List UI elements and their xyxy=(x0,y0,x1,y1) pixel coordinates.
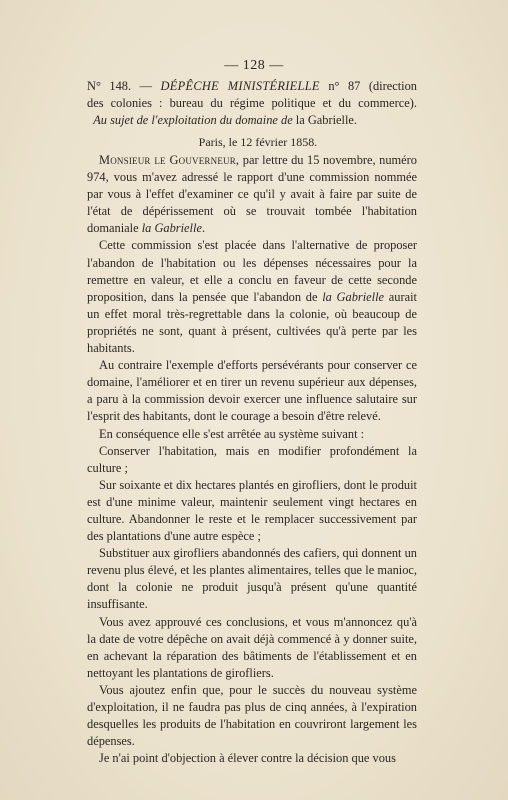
page-number: — 128 — xyxy=(224,58,284,73)
paragraph-1 xyxy=(87,152,417,237)
heading-line-2: des colonies : bureau du régime politique et du commerce). xyxy=(87,96,417,111)
heading-line-1 xyxy=(87,78,417,95)
heading-subject xyxy=(87,112,417,129)
heading-type: DÉPÊCHE MINISTÉRIELLE xyxy=(160,79,320,93)
paragraph-5: Conserver l'habitation, mais en modifier profondément la culture ; xyxy=(87,443,417,475)
heading-ref: n° 87 (direction xyxy=(328,79,417,93)
paragraph-1-end: . xyxy=(201,221,206,236)
salutation: Monsieur le Gouverneur, xyxy=(99,153,240,167)
letter-body xyxy=(87,152,417,767)
dispatch-heading xyxy=(87,78,417,129)
paragraph-2-end: aurait un effet moral très-regrettable dans la colonie, où beaucoup de propriétés ne sont, quant à présent, cultivées qu'à perte par les habitants. xyxy=(87,289,417,356)
paragraph-2-text: Cette commission s'est placée dans l'alternative de proposer l'abandon de l'habitation ou les dépenses nécessaires pour la remettre en valeur, et elle a conclu en faveur de cette seconde proposition, dans la pensée que l'abandon de xyxy=(87,238,417,304)
dateline: Paris, le 12 février 1858. xyxy=(198,135,318,149)
heading-subject-roman: la Gabrielle. xyxy=(295,113,358,128)
paragraph-9: Vous ajoutez enfin que, pour le succès du nouveau système d'exploitation, il ne faudra pas plus de cinq années, à l'expiration desquelles les produits de l'habitation en couvriront largement les dépenses. xyxy=(87,682,417,749)
paragraph-3: Au contraire l'exemple d'efforts persévérants pour conserver ce domaine, l'améliorer et en tirer un revenu supérieur aux dépenses, a paru à la commission devoir exercer une influence salutaire sur l'esprit des habitants, dont le courage a besoin d'être relevé. xyxy=(87,358,417,424)
heading-subject-italic: Au sujet de l'exploitation du domaine de xyxy=(93,113,293,128)
paragraph-8: Vous avez approuvé ces conclusions, et vous m'annoncez qu'à la date de votre dépêche on avait déjà commencé à y donner suite, en achevant la réparation des bâtiments de l'établissement et en nettoyant les plantations de girofliers. xyxy=(87,614,417,680)
paragraph-2-italic: la Gabrielle xyxy=(322,289,385,304)
paragraph-6: Sur soixante et dix hectares plantés en girofliers, dont le produit est d'une minime valeur, maintenir seulement vingt hectares en culture. Abandonner le reste et le remplacer successivement par des plantations d'une autre espèce ; xyxy=(87,477,417,544)
heading-number: N° 148. — xyxy=(87,79,152,93)
paragraph-1-text: par lettre du 15 novembre, numéro 974, vous m'avez adressé le rapport d'une commission nommée par vous à l'effet d'examiner ce qu'il y avait à faire par suite de l'état de dépérissement où se trouvait tombée l'habitation domaniale xyxy=(87,153,417,236)
paragraph-10: Je n'ai point d'objection à élever contre la décision que vous xyxy=(99,751,396,766)
paragraph-2 xyxy=(87,237,417,357)
paragraph-7: Substituer aux girofliers abandonnés des cafiers, qui donnent un revenu plus élevé, et les plantes alimentaires, telles que le manioc, dont la colonie ne produit jusqu'à présent qu'une quantité insuffisante. xyxy=(87,546,417,612)
paragraph-4: En conséquence elle s'est arrêtée au système suivant : xyxy=(99,426,365,441)
paragraph-1-italic: la Gabrielle xyxy=(141,221,202,236)
